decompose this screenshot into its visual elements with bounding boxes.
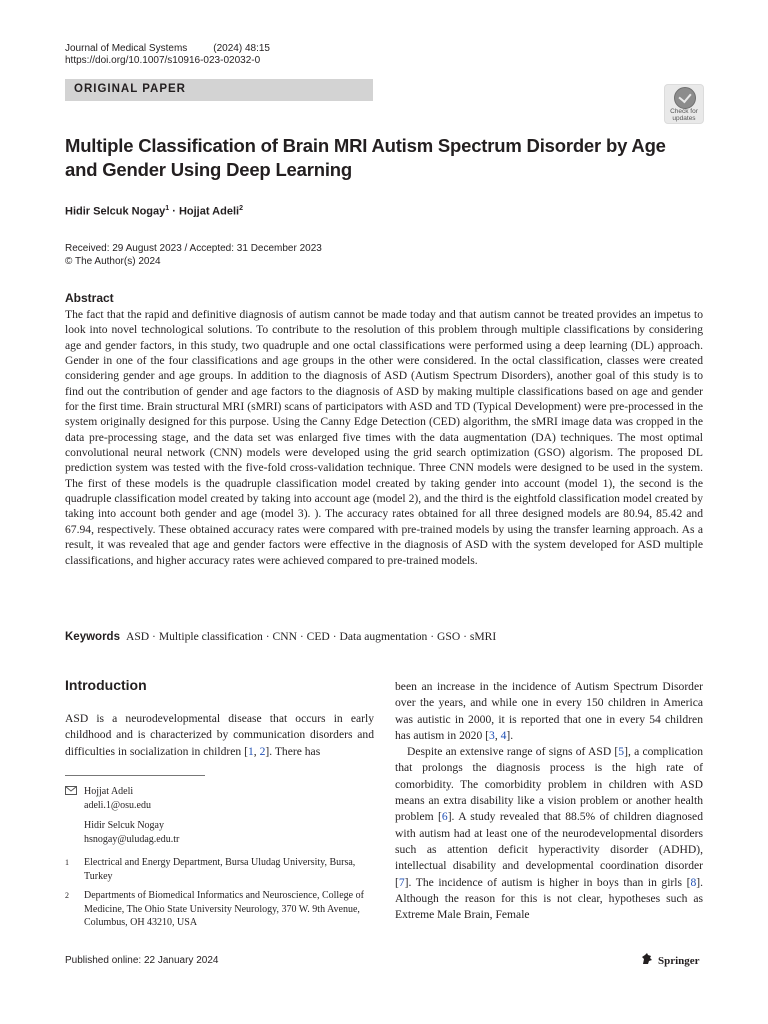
affiliation-1-number: 1 <box>65 858 69 867</box>
intro-text: , <box>253 744 260 758</box>
keywords <box>65 630 496 643</box>
copyright: © The Author(s) 2024 <box>65 256 161 267</box>
corr-author-email[interactable]: adeli.1@osu.edu <box>84 799 151 811</box>
author-separator: · <box>169 205 179 218</box>
introduction-left-column <box>65 711 374 760</box>
journal-header <box>65 41 270 56</box>
citation-link[interactable]: 4 <box>500 728 507 742</box>
intro-paragraph <box>395 744 703 923</box>
journal-name: Journal of Medical Systems <box>65 43 188 54</box>
intro-text: Despite an extensive range of signs of ASD [ <box>407 745 619 759</box>
envelope-icon <box>65 786 77 795</box>
author-2-affiliation: 2 <box>239 205 243 212</box>
publisher-name: Springer <box>658 955 700 967</box>
corr-author-name: Hojjat Adeli <box>84 786 134 797</box>
received-accepted: Received: 29 August 2023 / Accepted: 31 December 2023 <box>65 243 322 254</box>
introduction-heading: Introduction <box>65 677 147 693</box>
check-for-updates-badge[interactable] <box>664 84 704 124</box>
corr-author-name: Hidir Selcuk Nogay <box>84 820 164 831</box>
keywords-label: Keywords <box>65 631 120 643</box>
author-1: Hidir Selcuk Nogay <box>65 205 166 218</box>
author-1-affiliation: 1 <box>165 205 170 212</box>
check-updates-icon <box>674 87 696 109</box>
corr-author-email[interactable]: hsnogay@uludag.edu.tr <box>84 833 180 845</box>
affiliation-2-number: 2 <box>65 891 69 900</box>
intro-text: ]. A study revealed that 88.5% of children diagnosed with autism had at least one of the neurodevelopmental disorders such as attention deficit hyperactivity disorder (ADHD), intellectual disability and developmental coordination disorder [ <box>395 810 703 889</box>
citation-link[interactable]: 1 <box>247 744 254 758</box>
corresponding-authors <box>84 785 179 846</box>
publisher-logo <box>640 952 700 967</box>
intro-text: ]. Although the reason for this is not clear, hypotheses such as Extreme Male Brain, Female <box>395 875 703 922</box>
citation-link[interactable]: 5 <box>618 745 625 759</box>
published-online: Published online: 22 January 2024 <box>65 955 219 966</box>
intro-paragraph <box>395 679 703 744</box>
footnote-divider <box>65 775 205 776</box>
intro-text: ]. There has <box>265 744 321 758</box>
article-type-label: ORIGINAL PAPER <box>74 83 186 95</box>
intro-text: ASD is a neurodevelopmental disease that occurs in early childhood and is characterized by communication disorders and difficulties in socialization in children [ <box>65 712 374 758</box>
paper-title: Multiple Classification of Brain MRI Autism Spectrum Disorder by Age and Gender Using Deep Learning <box>65 135 666 180</box>
journal-volume: (2024) 48:15 <box>213 43 270 54</box>
affiliation-2: Departments of Biomedical Informatics and Neuroscience, College of Medicine, The Ohio State University Neurology, 370 W. 9th Avenue, Columbus, OH 43210, USA <box>84 890 364 928</box>
citation-link[interactable]: 2 <box>259 744 266 758</box>
author-2: Hojjat Adeli <box>178 205 240 218</box>
doi-link[interactable]: https://doi.org/10.1007/s10916-023-02032-0 <box>65 55 261 66</box>
abstract-text: The fact that the rapid and definitive diagnosis of autism cannot be made today and that autism cannot be treated provides an impetus to look into novel technological solutions. To contribute to the resolution of this problem through multiple classifications by considering age and gender factors, in this study, two quadruple and one octal classifications were performed using a deep learning (DL) approach. Gender in one of the four classifications and age groups in the other were considered. In the octal classification, classes were created considering gender and age groups. In addition to the diagnosis of ASD (Autism Spectrum Disorders), another goal of this study is to find out the contribution of gender and age factors to the diagnosis of ASD by making multiple classifications based on age and gender for the first time. Brain structural MRI (sMRI) scans of participators with ASD and TD (Typical Development) were pre-processed in the system originally designed for this purpose. Using the Canny Edge Detection (CED) algorithm, the sMRI image data was cropped in the data pre-processing stage, and the data set was enlarged five times with the data augmentation (DA) techniques. The most optimal convolutional neural network (CNN) models were developed using the grid search optimization (GSO) algorism. The proposed DL prediction system was tested with the five-fold cross-validation technique. Three CNN models were designed to be used in the system. The first of these models is the quadruple classification model created by taking gender into account (model 1), the second is the quadruple classification model created by taking into account age (model 2), and the third is the eightfold classification model created by taking into account both gender and age (model 3). ). The accuracy rates obtained for all three designed models are 80.94, 85.42 and 67.94, respectively. These obtained accuracy rates were compared with pre-trained models by using the transfer learning approach. As a result, it was revealed that age and gender factors were effective in the diagnosis of ASD with the system developed for ASD multiple classifications, and higher accuracy rates were achieved compared to pre-trained models. <box>65 308 703 567</box>
abstract-heading: Abstract <box>65 291 114 305</box>
citation-link[interactable]: 6 <box>441 810 448 824</box>
author-list <box>65 205 243 218</box>
intro-text: ], a complication that prolongs the diagnosis process is the high rate of comorbidity. The comorbidity problem in children with ASD means an extra disability like a vision problem or another health problem [ <box>395 745 703 824</box>
introduction-right-column <box>395 679 703 923</box>
citation-link[interactable]: 3 <box>489 728 495 742</box>
springer-horse-icon <box>640 952 654 966</box>
article-dates <box>65 242 322 268</box>
intro-text: ]. <box>506 728 514 742</box>
intro-text: , <box>494 728 501 742</box>
keywords-text: ASD · Multiple classification · CNN · CED · Data augmentation · GSO · sMRI <box>125 630 497 643</box>
article-type-band <box>65 79 373 101</box>
affiliation-1: Electrical and Energy Department, Bursa Uludag University, Bursa, Turkey <box>84 857 356 882</box>
intro-text: been an increase in the incidence of Autism Spectrum Disorder over the years, and while one in every 150 children in America was autistic in 2000, it is reported that one in every 54 children has autism in 2020 [ <box>395 680 703 742</box>
check-updates-label: Check for updates <box>670 108 698 122</box>
citation-link[interactable]: 7 <box>398 875 405 889</box>
citation-link[interactable]: 8 <box>690 875 697 889</box>
intro-text: ]. The incidence of autism is higher in boys than in girls [ <box>404 875 691 889</box>
